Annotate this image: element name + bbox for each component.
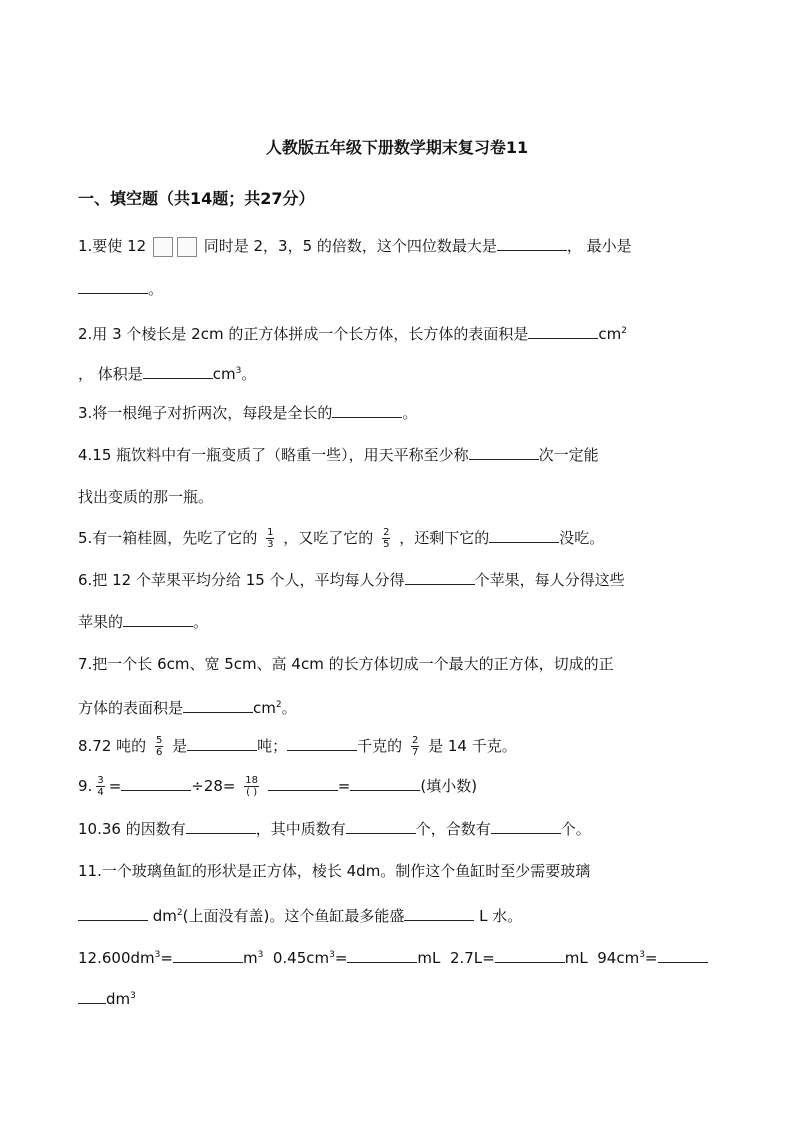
fraction-eighteen-over-blank bbox=[244, 775, 259, 798]
question-9 bbox=[78, 775, 477, 798]
fraction-two-sevenths bbox=[411, 735, 419, 758]
q10-text-a: 10.36 的因数有 bbox=[78, 820, 186, 838]
q2-unit-2: cm bbox=[212, 365, 236, 383]
q12-equals: = bbox=[160, 949, 173, 967]
answer-blank[interactable] bbox=[287, 736, 357, 751]
q2-unit: cm bbox=[598, 325, 622, 343]
fraction-denominator: ( ) bbox=[246, 787, 258, 798]
q4-text-c: 找出变质的那一瓶。 bbox=[78, 488, 214, 506]
fraction-denominator: 4 bbox=[97, 787, 104, 798]
q11-text-d: L 水。 bbox=[479, 907, 523, 925]
q2-text-c: ， 体积是 bbox=[78, 365, 143, 383]
question-5 bbox=[78, 527, 604, 550]
q12-unit-4: dm bbox=[106, 990, 131, 1008]
q5-text-b: ，又吃了它的 bbox=[283, 529, 374, 547]
q1-text-d: 。 bbox=[148, 280, 164, 298]
fraction-two-fifths bbox=[382, 527, 390, 550]
question-7-line-1 bbox=[78, 653, 614, 675]
q6-text-d: 。 bbox=[193, 613, 209, 631]
q12-sup-2: 3 bbox=[257, 950, 264, 960]
q2-sup-2: 3 bbox=[235, 366, 242, 376]
q8-text-d: 千克的 bbox=[357, 737, 403, 755]
answer-blank[interactable] bbox=[183, 698, 253, 713]
question-4-line-1 bbox=[78, 444, 599, 466]
q10-text-b: ，其中质数有 bbox=[255, 820, 346, 838]
q8-text-e: 是 14 千克。 bbox=[428, 737, 517, 755]
q10-text-d: 个。 bbox=[560, 820, 591, 838]
answer-blank[interactable] bbox=[405, 570, 475, 585]
answer-blank[interactable] bbox=[350, 776, 420, 791]
q8-text-b: 是 bbox=[172, 737, 188, 755]
q12-unit-3: mL bbox=[564, 949, 588, 967]
q11-unit: dm bbox=[152, 907, 177, 925]
q4-text-a: 4.15 瓶饮料中有一瓶变质了（略重一些），用天平称至少称 bbox=[78, 446, 469, 464]
section-heading: 一、填空题（共14题；共27分） bbox=[78, 189, 315, 208]
q6-text-a: 6.把 12 个苹果平均分给 15 个人，平均每人分得 bbox=[78, 571, 405, 589]
answer-blank[interactable] bbox=[123, 612, 193, 627]
fraction-one-third bbox=[266, 527, 274, 550]
q3-text-a: 3.将一根绳子对折两次，每段是全长的 bbox=[78, 404, 333, 422]
q7-sup: 2 bbox=[275, 700, 282, 710]
answer-blank[interactable] bbox=[121, 776, 191, 791]
q2-text-e: 。 bbox=[241, 365, 257, 383]
q8-text-c: 吨； bbox=[257, 737, 288, 755]
q12-text-g: 2.7L= bbox=[449, 949, 495, 967]
answer-blank[interactable] bbox=[495, 948, 565, 963]
q12-text-a: 12.600dm bbox=[78, 949, 155, 967]
answer-blank[interactable] bbox=[173, 948, 243, 963]
question-7-line-2 bbox=[78, 694, 297, 719]
q7-text-a: 7.把一个长 6cm、宽 5cm、高 4cm 的长方体切成一个最大的正方体，切成的正 bbox=[78, 655, 614, 673]
question-2-line-1 bbox=[78, 320, 627, 345]
answer-blank[interactable] bbox=[143, 364, 213, 379]
page-title: 人教版五年级下册数学期末复习卷11 bbox=[265, 138, 529, 157]
q8-text-a: 8.72 吨的 bbox=[78, 737, 147, 755]
q9-equals-2: = bbox=[337, 777, 351, 795]
question-10 bbox=[78, 818, 591, 840]
question-11-line-1 bbox=[78, 860, 590, 882]
q7-text-d: 。 bbox=[281, 699, 297, 717]
q10-text-c: 个，合数有 bbox=[415, 820, 491, 838]
fraction-numerator: 1 bbox=[267, 527, 274, 538]
answer-blank[interactable] bbox=[347, 948, 417, 963]
question-2-line-2 bbox=[78, 360, 256, 385]
q9-equals: = bbox=[108, 777, 122, 795]
q12-text-d: 0.45cm bbox=[272, 949, 330, 967]
digit-box-1[interactable] bbox=[153, 237, 173, 257]
q12-sup: 3 bbox=[154, 950, 161, 960]
question-1-line-1 bbox=[78, 235, 632, 257]
answer-blank[interactable] bbox=[187, 736, 257, 751]
q12-sup-4: 3 bbox=[639, 950, 645, 960]
answer-blank[interactable] bbox=[528, 324, 598, 339]
answer-blank[interactable] bbox=[489, 528, 559, 543]
fraction-numerator: 18 bbox=[245, 775, 259, 786]
q11-sup: 2 bbox=[176, 908, 183, 918]
fraction-denominator: 5 bbox=[383, 539, 390, 550]
question-11-line-2 bbox=[78, 902, 522, 927]
answer-blank[interactable] bbox=[346, 819, 416, 834]
q12-sup-3: 3 bbox=[329, 950, 335, 960]
q12-equals-2: = bbox=[334, 949, 348, 967]
q9-text-e: (填小数) bbox=[420, 777, 478, 795]
q7-unit: cm bbox=[253, 699, 276, 717]
answer-blank[interactable] bbox=[491, 819, 561, 834]
q9-text-a: 9. bbox=[78, 777, 93, 795]
q6-text-b: 个苹果，每人分得这些 bbox=[474, 571, 625, 589]
q1-text-b: 同时是 2，3，5 的倍数，这个四位数最大是 bbox=[203, 237, 497, 255]
fraction-numerator: 3 bbox=[97, 775, 104, 786]
q5-text-d: 没吃。 bbox=[559, 529, 605, 547]
answer-blank[interactable] bbox=[78, 989, 106, 1004]
q4-text-b: 次一定能 bbox=[538, 446, 599, 464]
question-1-line-2 bbox=[78, 278, 163, 300]
fraction-three-fourths bbox=[96, 775, 104, 798]
answer-blank[interactable] bbox=[469, 445, 539, 460]
fraction-numerator: 2 bbox=[383, 527, 390, 538]
question-12-line-1 bbox=[78, 944, 708, 969]
q12-unit-2: mL bbox=[417, 949, 441, 967]
q2-sup: 2 bbox=[621, 326, 627, 336]
fraction-five-sixths bbox=[155, 735, 163, 758]
answer-blank[interactable] bbox=[268, 776, 338, 791]
fraction-numerator: 5 bbox=[155, 735, 163, 746]
digit-box-2[interactable] bbox=[177, 237, 197, 257]
answer-blank[interactable] bbox=[497, 236, 567, 251]
question-4-line-2 bbox=[78, 486, 213, 508]
q7-text-b: 方体的表面积是 bbox=[78, 699, 184, 717]
question-12-line-2 bbox=[78, 985, 136, 1010]
answer-blank[interactable] bbox=[404, 906, 474, 921]
fraction-denominator: 6 bbox=[155, 747, 163, 758]
fraction-numerator: 2 bbox=[411, 735, 419, 746]
fraction-denominator: 7 bbox=[411, 747, 419, 758]
q12-text-i: 94cm bbox=[597, 949, 640, 967]
answer-blank[interactable] bbox=[78, 906, 148, 921]
q11-text-a: 11.一个玻璃鱼缸的形状是正方体，棱长 4dm。制作这个鱼缸时至少需要玻璃 bbox=[78, 862, 591, 880]
q5-text-a: 5.有一箱桂圆，先吃了它的 bbox=[78, 529, 258, 547]
q12-sup-5: 3 bbox=[130, 991, 136, 1001]
answer-blank[interactable] bbox=[186, 819, 256, 834]
answer-blank[interactable] bbox=[332, 403, 402, 418]
q5-text-c: ，还剩下它的 bbox=[399, 529, 490, 547]
question-3 bbox=[78, 402, 417, 424]
q9-text-c: ÷28= bbox=[191, 777, 236, 795]
question-6-line-2 bbox=[78, 611, 208, 633]
answer-blank[interactable] bbox=[658, 948, 708, 963]
q2-text-a: 2.用 3 个棱长是 2cm 的正方体拼成一个长方体，长方体的表面积是 bbox=[78, 325, 529, 343]
q12-equals-3: = bbox=[644, 949, 658, 967]
q11-text-c: (上面没有盖)。这个鱼缸最多能盛 bbox=[182, 907, 405, 925]
q12-unit: m bbox=[242, 949, 258, 967]
fraction-denominator: 3 bbox=[267, 539, 274, 550]
q1-text-c: ， 最小是 bbox=[566, 237, 632, 255]
question-8 bbox=[78, 735, 517, 758]
answer-blank[interactable] bbox=[78, 279, 148, 294]
q3-text-b: 。 bbox=[402, 404, 418, 422]
q6-text-c: 苹果的 bbox=[78, 613, 124, 631]
question-6-line-1 bbox=[78, 569, 625, 591]
q1-text-a: 1.要使 12 bbox=[78, 237, 147, 255]
